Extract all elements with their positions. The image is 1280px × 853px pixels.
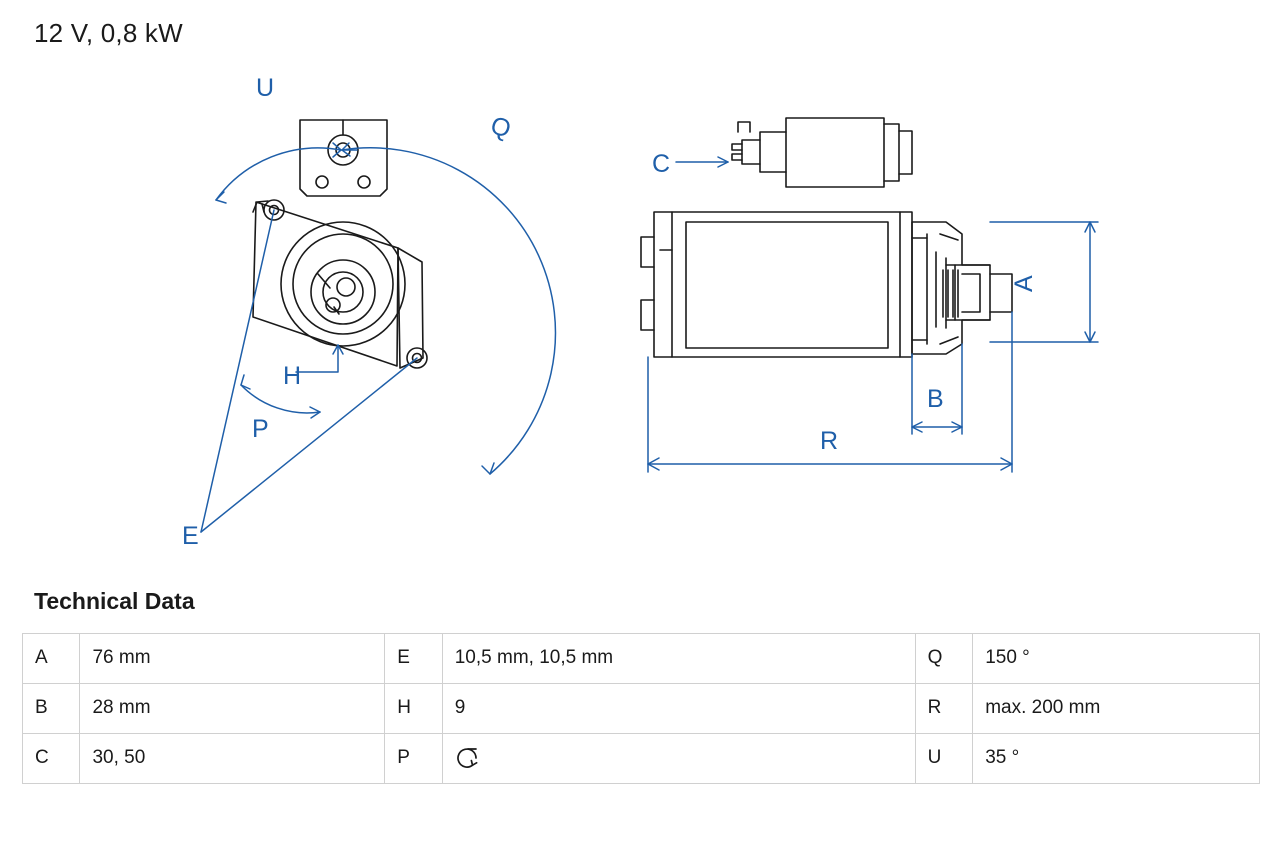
label-Q: Q: [487, 111, 515, 144]
label-H: H: [283, 362, 302, 390]
row-key-p: P: [385, 734, 442, 784]
label-E: E: [182, 522, 199, 550]
label-B: B: [927, 385, 944, 413]
row-value-c: 30, 50: [80, 734, 385, 784]
row-key-h: H: [385, 684, 442, 734]
left-end-view: [253, 120, 427, 368]
label-C: C: [652, 150, 671, 178]
row-value-q: 150 °: [973, 634, 1260, 684]
row-value-e: 10,5 mm, 10,5 mm: [442, 634, 915, 684]
table-row: [23, 634, 1260, 684]
right-side-view: [641, 118, 1012, 357]
label-U: U: [256, 74, 275, 102]
label-A: A: [1010, 275, 1038, 292]
label-P: P: [252, 415, 269, 443]
row-key-b: B: [23, 684, 80, 734]
row-value-a: 76 mm: [80, 634, 385, 684]
technical-data-heading: Technical Data: [34, 588, 195, 614]
label-R: R: [820, 427, 839, 455]
row-key-a: A: [23, 634, 80, 684]
row-value-u: 35 °: [973, 734, 1260, 784]
row-key-e: E: [385, 634, 442, 684]
row-value-p: [442, 734, 915, 784]
row-key-r: R: [915, 684, 973, 734]
row-value-r: max. 200 mm: [973, 684, 1260, 734]
page-title: 12 V, 0,8 kW: [34, 18, 183, 48]
row-key-c: C: [23, 734, 80, 784]
table-row: [23, 734, 1260, 784]
row-key-q: Q: [915, 634, 973, 684]
row-value-b: 28 mm: [80, 684, 385, 734]
technical-drawing: [0, 52, 1280, 572]
rotation-direction-icon: [455, 745, 481, 771]
row-value-h: 9: [442, 684, 915, 734]
table-row: [23, 684, 1260, 734]
technical-data-table: [22, 633, 1260, 784]
row-key-u: U: [915, 734, 973, 784]
